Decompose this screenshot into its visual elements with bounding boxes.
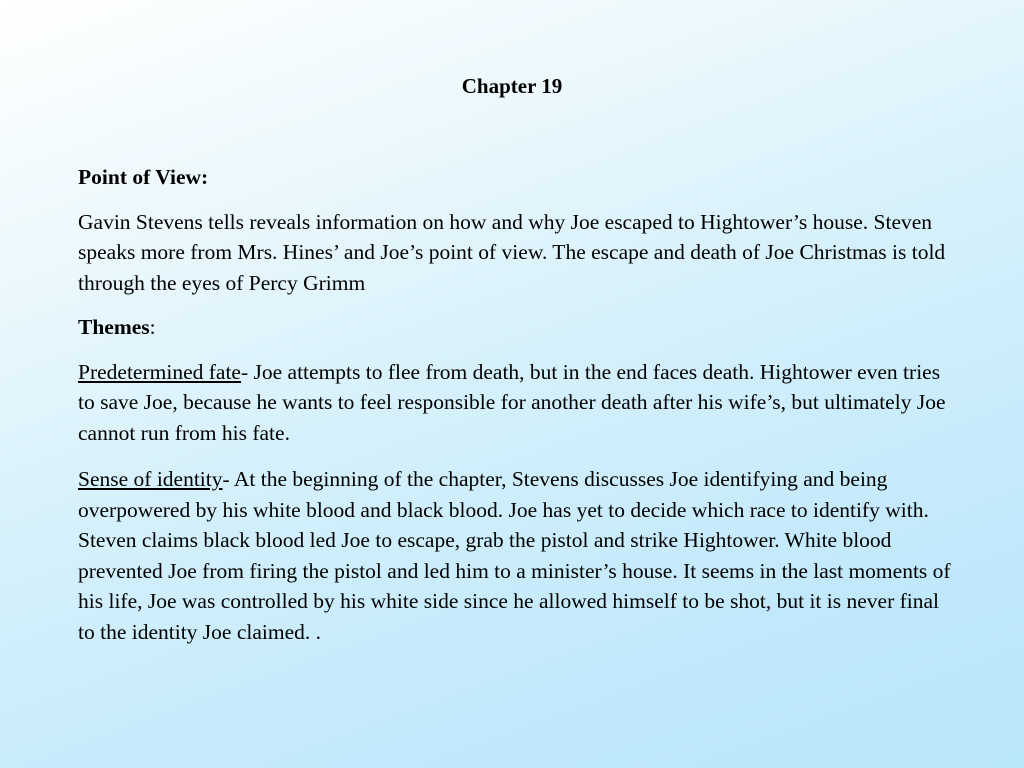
themes-heading: Themes: [78, 315, 150, 339]
point-of-view-text: Gavin Stevens tells reveals information on how and why Joe escaped to Hightower’s house. Steven speaks more from Mrs. Hines’ and Joe’s point of view. The escape and death of Joe Christmas is told through the eyes of Percy Grimm: [78, 209, 946, 295]
themes-colon: :: [149, 315, 156, 339]
theme-term-sense-of-identity: Sense of identity: [78, 467, 223, 491]
slide-title: Chapter 19: [461, 74, 563, 98]
theme-text-sense-of-identity: - At the beginning of the chapter, Stevens discusses Joe identifying and being overpowered by his white blood and black blood. Joe has yet to decide which race to identify with. Steven claims black blood led Joe to escape, grab the pistol and strike Hightower. White blood prevented Joe from firing the pistol and led him to a minister’s house. It seems in the last moments of his life, Joe was controlled by his white side since he allowed himself to be shot, but it is never final to the identity Joe claimed. .: [78, 467, 951, 644]
theme-sense-of-identity: [78, 464, 958, 647]
point-of-view-heading: Point of View:: [78, 165, 209, 189]
slide-content: [78, 162, 958, 647]
themes-heading-line: [78, 312, 958, 343]
theme-predetermined-fate: [78, 357, 958, 449]
theme-text-predetermined-fate: - Joe attempts to flee from death, but in the end faces death. Hightower even tries to save Joe, because he wants to feel responsible for another death after his wife’s, but ultimately Joe cannot run from his fate.: [78, 359, 946, 445]
theme-term-predetermined-fate: Predetermined fate: [78, 359, 241, 384]
